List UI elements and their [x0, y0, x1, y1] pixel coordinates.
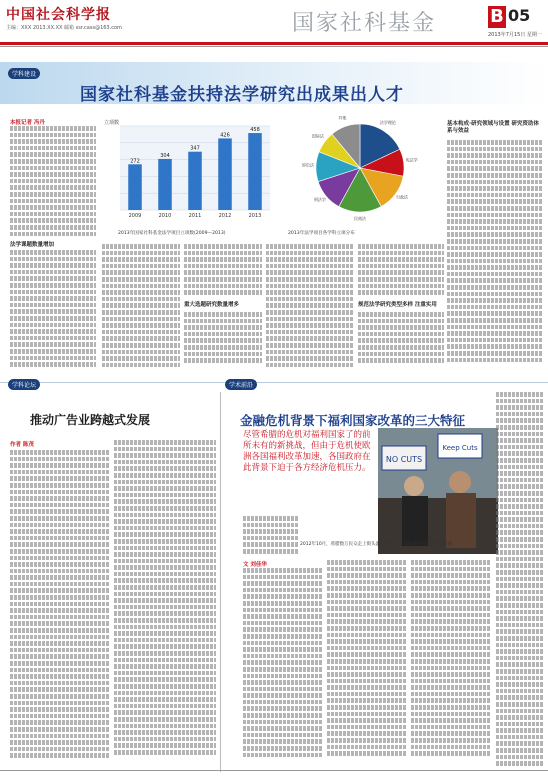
issue-date: 2013年7月15日 星期一 — [488, 32, 542, 38]
byline: 作者 陈茂 — [10, 442, 34, 448]
bar-chart-caption: 2013年国家社科基金法学项目立项数(2009—2013) — [118, 231, 226, 236]
pie-label: 法学理论 — [379, 120, 396, 126]
data-label: 347 — [190, 145, 200, 152]
data-label: 304 — [160, 152, 170, 159]
bar-2010 — [158, 159, 172, 210]
bar-chart — [100, 116, 275, 228]
column-divider — [220, 392, 221, 772]
newspaper-logo: 中国社会科学报 — [6, 7, 111, 23]
article-column — [184, 312, 262, 370]
subhead-left: 法学课题数量增加 — [10, 242, 55, 248]
article-column — [496, 392, 544, 768]
article-headline-left: 推动广告业跨越式发展 — [30, 413, 151, 427]
data-label: 458 — [250, 127, 260, 134]
bar-2013 — [248, 133, 262, 210]
pie-label: 国际法 — [311, 133, 324, 139]
bar-2009 — [128, 164, 142, 210]
section-tag: 学科论坛 — [8, 379, 40, 390]
x-tick-label: 2012 — [218, 213, 232, 219]
pie-label: 宪法学 — [405, 157, 418, 163]
article-headline-right: 金融危机背景下福利国家改革的三大特征 — [240, 413, 466, 428]
bar-2011 — [188, 152, 202, 210]
pie-label: 行政法 — [396, 194, 409, 200]
side-heading: 基本构成·研究领域与设置 研究资助体系与效益 — [447, 121, 540, 134]
article-column — [10, 250, 96, 370]
protest-photo — [378, 428, 498, 554]
pull-quote: 尽管希腊的危机对福利国家了的前所未有的新挑战，但由于危机使欧洲各国福利改革加速，各国政府在此背景下迫于各方经济危机压力。 — [243, 430, 371, 473]
article-column — [327, 560, 407, 768]
article-column — [114, 440, 216, 768]
article-column — [358, 244, 444, 298]
pie-slices — [302, 116, 418, 221]
photo-caption: 2012年10月，希腊数万民众走上街头游行示威，抗议政府推行紧缩改革措施。 — [300, 542, 457, 547]
x-tick-label: 2009 — [128, 213, 142, 219]
data-label: 426 — [220, 132, 230, 139]
subhead-right: 规范法学研究类型多样 注重实用 — [358, 302, 437, 308]
article-column — [102, 244, 180, 370]
pie-label: 诉讼法 — [302, 162, 315, 168]
masthead-info: 主编：XXX 2013.XX.XX 邮箱 ssr.cass@163.com — [6, 25, 122, 31]
article-column — [411, 560, 491, 768]
page-footer — [0, 770, 548, 776]
article-column — [358, 312, 444, 370]
protest-sign-text: NO CUTS — [385, 455, 423, 464]
pie-chart-caption: 2013年法学项目各学科立项分布 — [288, 231, 355, 236]
bar-2012 — [218, 138, 232, 210]
article-column — [243, 568, 323, 768]
article-column — [447, 140, 543, 368]
x-tick-label: 2011 — [188, 213, 202, 219]
page-number: 05 — [508, 6, 531, 25]
masthead-rule-thin — [0, 46, 548, 47]
article-column — [243, 516, 299, 564]
protest-sign-text: Keep Cuts — [442, 444, 478, 452]
subhead-middle: 重大选题研究数量增多 — [184, 302, 240, 308]
pie-label: 民商法 — [354, 216, 366, 221]
page-letter: B — [488, 6, 506, 28]
y-axis-label: 立项数 — [104, 120, 120, 126]
byline: 文 刘佳华 — [243, 562, 267, 568]
article-column — [10, 450, 110, 768]
main-headline: 国家社科基金扶持法学研究出成果出人才 — [80, 85, 404, 105]
section-divider — [0, 382, 548, 383]
article-column — [10, 126, 96, 238]
data-label: 272 — [130, 158, 140, 165]
section-title: 国家社科基金 — [292, 11, 437, 36]
section-tag: 学科建设 — [8, 68, 40, 79]
section-tag: 学术前沿 — [225, 379, 257, 390]
article-column — [266, 244, 354, 370]
pie-label: 其他 — [338, 116, 347, 121]
article-column — [184, 244, 262, 298]
pie-chart — [280, 116, 440, 228]
x-tick-label: 2013 — [248, 213, 262, 219]
byline: 本报记者 冯丹 — [10, 120, 45, 126]
masthead-rule — [0, 42, 548, 45]
pie-label: 刑法学 — [313, 197, 326, 203]
x-tick-label: 2010 — [158, 213, 172, 219]
